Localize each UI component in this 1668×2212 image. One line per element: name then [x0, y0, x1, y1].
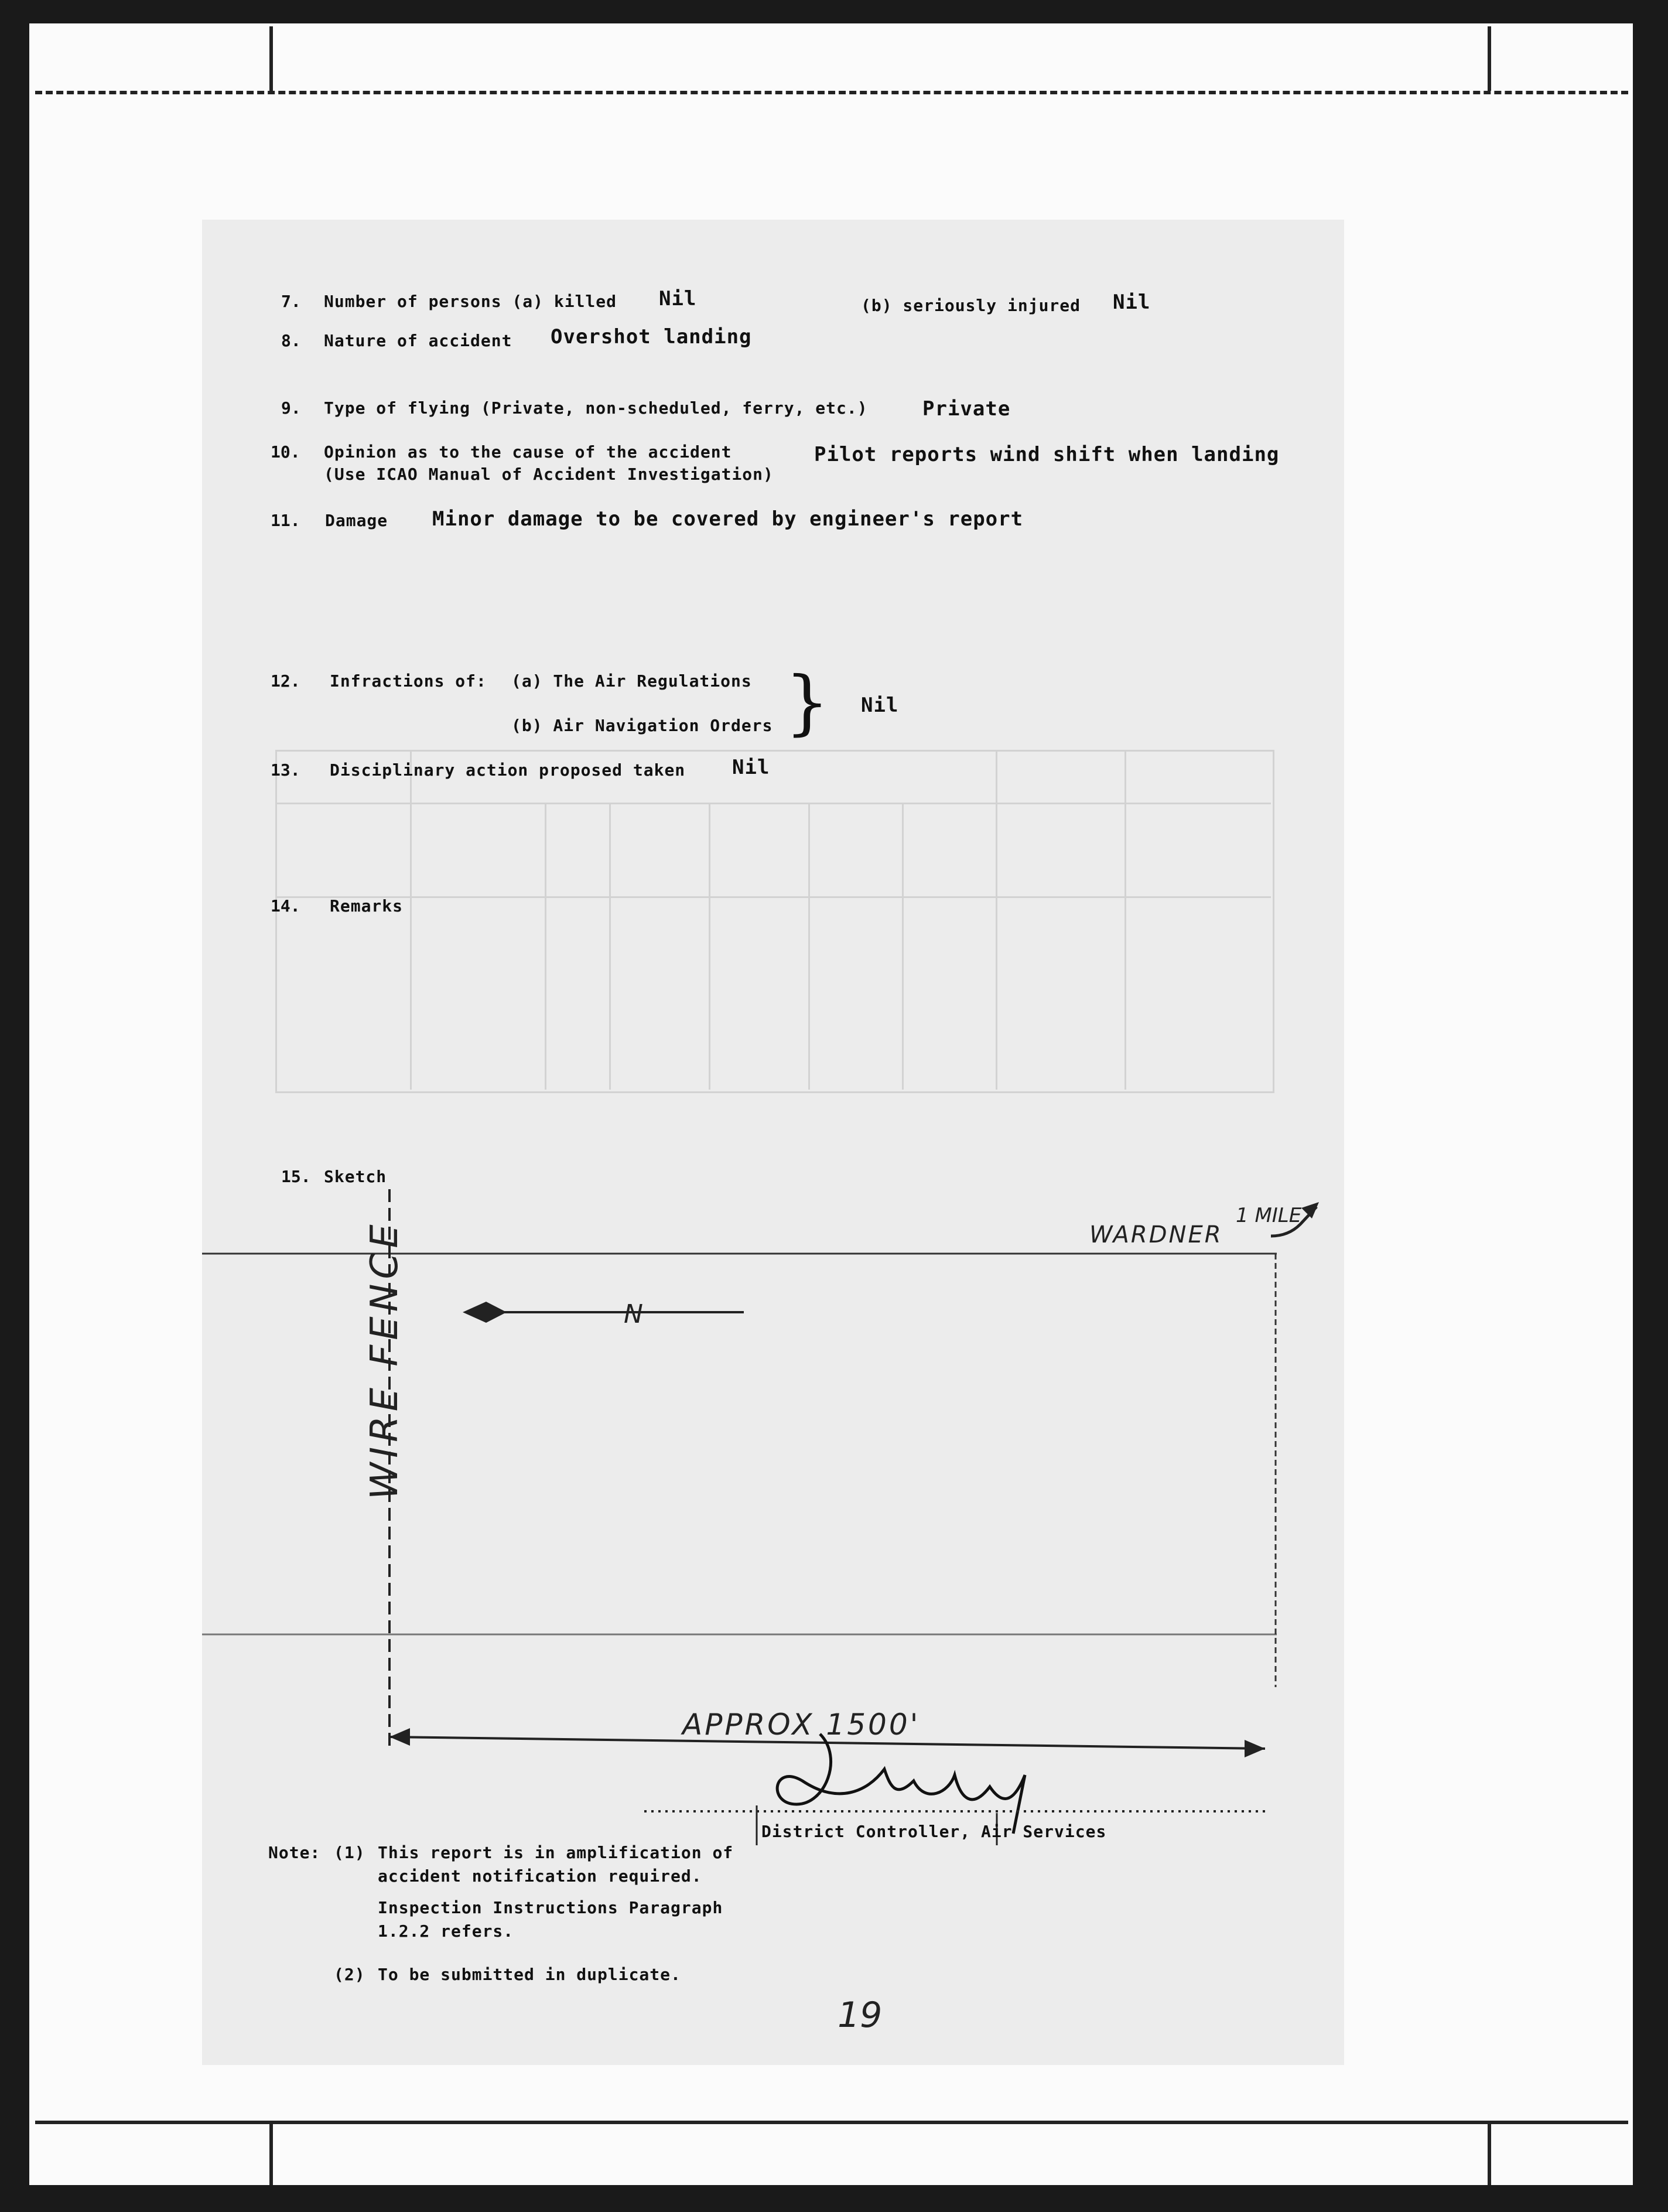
- item-14-label: Remarks: [330, 896, 404, 916]
- wire-fence-label: WIRE FENCE: [363, 1220, 406, 1500]
- north-arrow-head: [463, 1302, 507, 1323]
- note-1-number: (1): [334, 1843, 365, 1862]
- note-1-line-2: accident notification required.: [378, 1866, 702, 1886]
- item-13-number: 13.: [271, 760, 300, 780]
- note-heading: Note:: [268, 1843, 321, 1862]
- item-10-sublabel: (Use ICAO Manual of Accident Investigation): [324, 465, 774, 484]
- item-13-label: Disciplinary action proposed taken: [330, 760, 686, 780]
- item-9-value: Private: [922, 397, 1011, 421]
- item-9-label: Type of flying (Private, non-scheduled, ferry, etc.): [324, 398, 868, 418]
- item-8-value: Overshot landing: [551, 325, 752, 349]
- item-12-brace: }: [785, 662, 830, 743]
- item-10-number: 10.: [271, 442, 300, 462]
- item-8-label: Nature of accident: [324, 331, 512, 350]
- item-12-sub-b: (b) Air Navigation Orders: [511, 716, 773, 735]
- note-1-line-4: 1.2.2 refers.: [378, 1921, 514, 1941]
- item-10-label: Opinion as to the cause of the accident: [324, 442, 732, 462]
- item-12-value: Nil: [861, 694, 899, 717]
- item-7-value-injured: Nil: [1113, 291, 1151, 314]
- signature-scrawl: [777, 1734, 1025, 1834]
- item-12-number: 12.: [271, 671, 300, 691]
- item-11-value: Minor damage to be covered by engineer's report: [432, 507, 1024, 531]
- item-12-label: Infractions of:: [330, 671, 487, 691]
- dimension-arrow-right: [1245, 1740, 1265, 1757]
- page-mark: 19: [838, 1995, 883, 2036]
- item-12-sub-a: (a) The Air Regulations: [511, 671, 752, 691]
- item-8-number: 8.: [281, 331, 301, 350]
- mile-label: 1 MILE: [1236, 1204, 1302, 1227]
- signature-caption: District Controller, Air Services: [761, 1822, 1107, 1841]
- item-7-number: 7.: [281, 292, 301, 311]
- wardner-label: WARDNER: [1089, 1221, 1223, 1248]
- item-15-label: Sketch: [324, 1167, 387, 1186]
- north-label: N: [624, 1299, 643, 1329]
- distance-label: APPROX 1500': [682, 1708, 921, 1742]
- item-14-number: 14.: [271, 896, 300, 916]
- note-2-text: To be submitted in duplicate.: [378, 1965, 681, 1984]
- item-7-label-injured: (b) seriously injured: [861, 296, 1081, 315]
- item-10-value: Pilot reports wind shift when landing: [814, 443, 1280, 466]
- item-9-number: 9.: [281, 398, 301, 418]
- dimension-arrow-left: [389, 1728, 410, 1746]
- note-1-line-1: This report is in amplification of: [378, 1843, 734, 1862]
- item-13-value: Nil: [732, 756, 770, 779]
- item-7-value-killed: Nil: [659, 287, 697, 310]
- item-7-label-killed: Number of persons (a) killed: [324, 292, 617, 311]
- item-15-number: 15.: [281, 1167, 311, 1186]
- item-11-number: 11.: [271, 511, 300, 530]
- note-1-line-3: Inspection Instructions Paragraph: [378, 1898, 723, 1917]
- note-2-number: (2): [334, 1965, 365, 1984]
- item-11-label: Damage: [325, 511, 388, 530]
- mile-arrow-head: [1301, 1202, 1319, 1218]
